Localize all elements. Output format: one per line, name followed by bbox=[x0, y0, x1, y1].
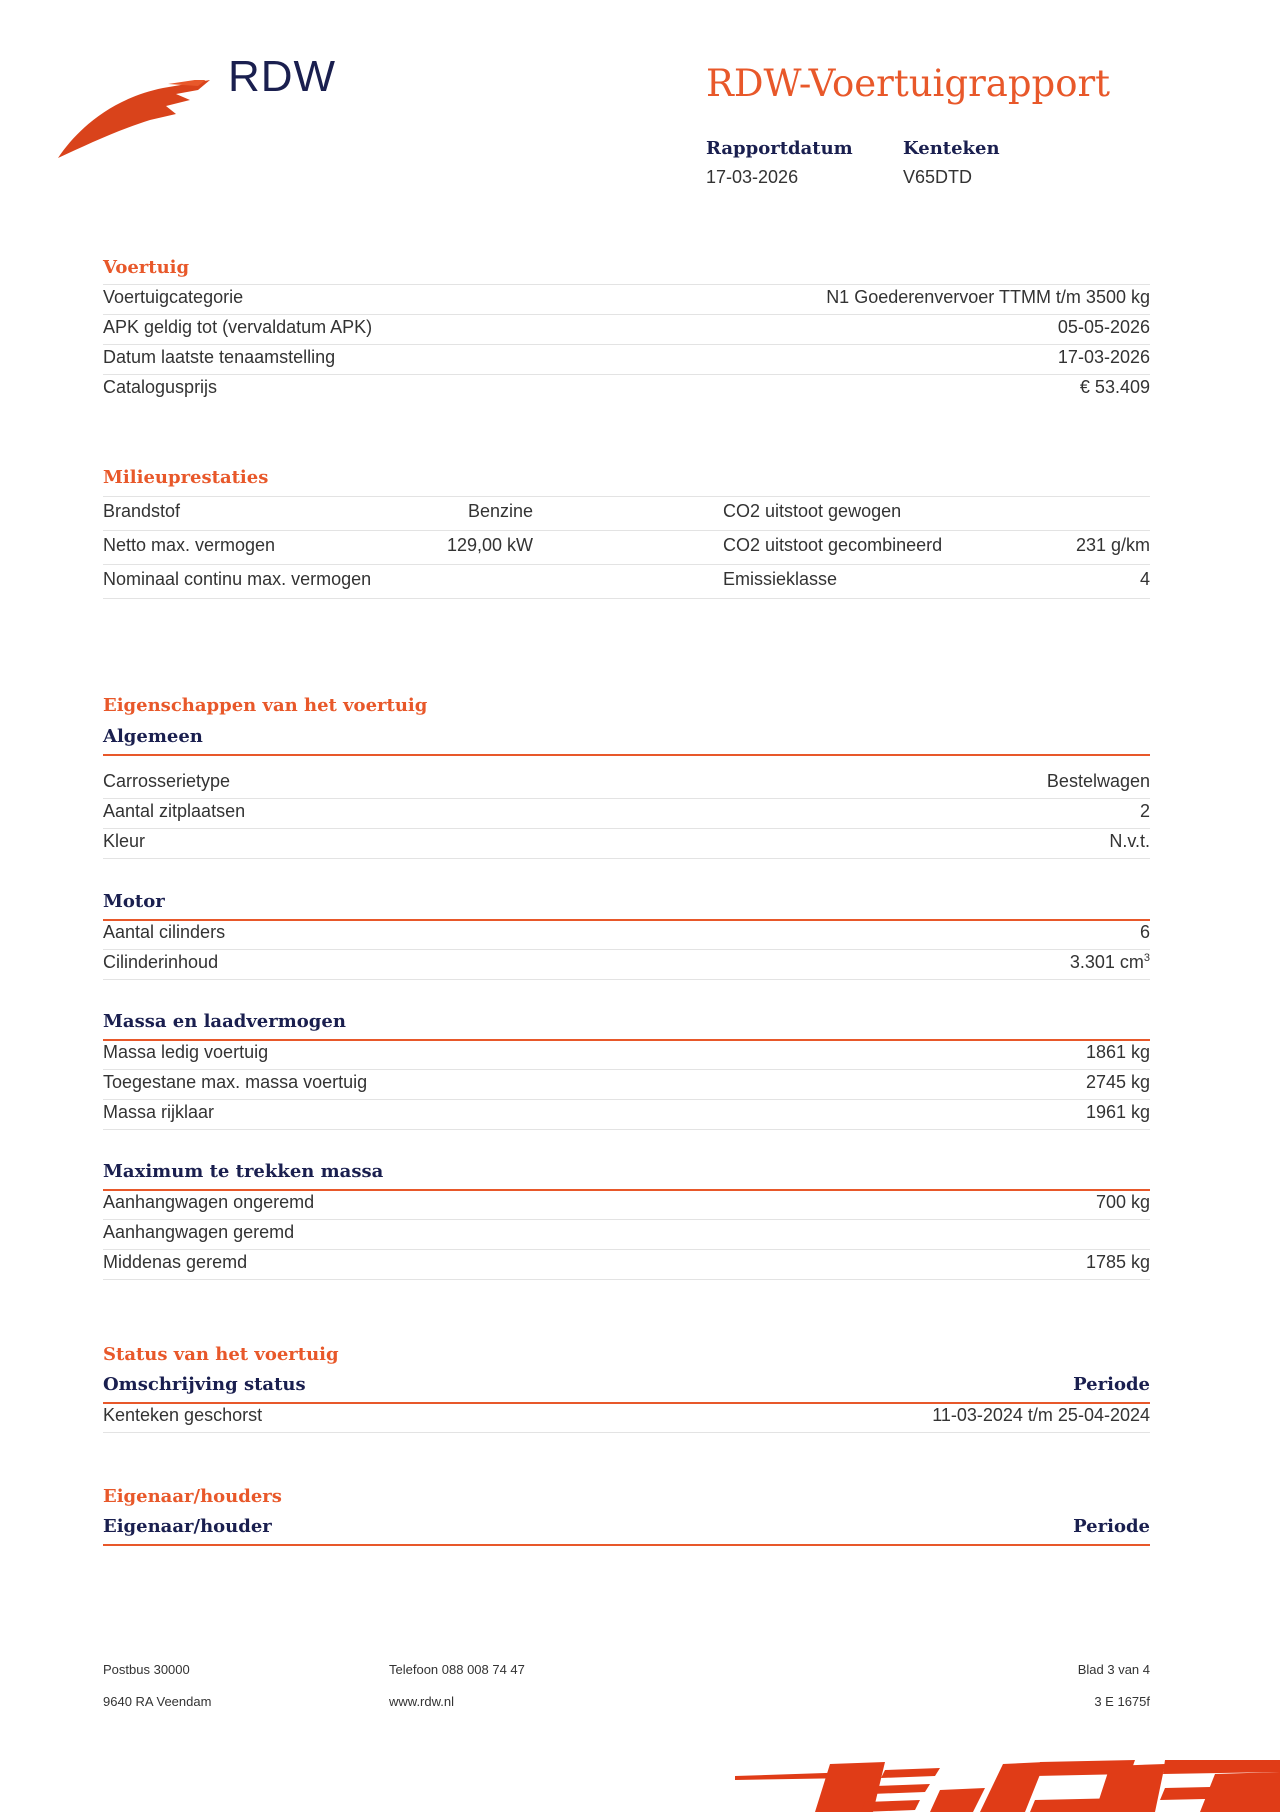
table-row: Massa rijklaar 1961 kg bbox=[103, 1099, 1150, 1130]
footer-postbus: Postbus 30000 bbox=[103, 1662, 190, 1677]
table-row: Toegestane max. massa voertuig 2745 kg bbox=[103, 1069, 1150, 1100]
rdw-logo-text: RDW bbox=[228, 52, 337, 101]
table-row: Cilinderinhoud 3.301 $cm^3$ bbox=[103, 949, 1150, 980]
footer-telefoon: Telefoon 088 008 74 47 bbox=[389, 1662, 525, 1677]
table-row: Voertuigcategorie N1 Goederenvervoer TTMM t/m 3500 kg bbox=[103, 284, 1150, 315]
table-row: Carrosserietype Bestelwagen bbox=[103, 768, 1150, 799]
status-table-header: Omschrijving status Periode bbox=[103, 1372, 1150, 1404]
section-title-voertuig: Voertuig bbox=[103, 257, 190, 278]
footer-code: 3 E 1675f bbox=[1094, 1694, 1150, 1709]
table-row: Aantal cilinders 6 bbox=[103, 919, 1150, 950]
table-row: Aantal zitplaatsen 2 bbox=[103, 798, 1150, 829]
table-row: Aanhangwagen geremd bbox=[103, 1219, 1150, 1250]
footer-blad: Blad 3 van 4 bbox=[1077, 1662, 1150, 1677]
report-title: RDW-Voertuigrapport bbox=[706, 62, 1111, 105]
table-row: Datum laatste tenaamstelling 17-03-2026 bbox=[103, 344, 1150, 375]
section-title-eigenschappen: Eigenschappen van het voertuig bbox=[103, 695, 428, 716]
table-row: Aanhangwagen ongeremd 700 kg bbox=[103, 1189, 1150, 1220]
table-row: Brandstof Benzine CO2 uitstoot gewogen bbox=[103, 496, 1150, 531]
kenteken-value: V65DTD bbox=[903, 167, 973, 187]
table-row: Nominaal continu max. vermogen Emissieklasse 4 bbox=[103, 564, 1150, 599]
footer-plaats: 9640 RA Veendam bbox=[103, 1694, 212, 1709]
section-title-milieu: Milieuprestaties bbox=[103, 467, 269, 488]
eigenaar-table-header: Eigenaar/houder Periode bbox=[103, 1514, 1150, 1546]
rdw-stripes-decoration bbox=[735, 1760, 1280, 1812]
table-row: Kenteken geschorst 11-03-2024 t/m 25-04-2024 bbox=[103, 1402, 1150, 1433]
rdw-logo-icon bbox=[58, 80, 210, 162]
subsection-header-massa: Massa en laadvermogen bbox=[103, 1009, 1150, 1041]
subsection-header-trekken: Maximum te trekken massa bbox=[103, 1159, 1150, 1191]
rapportdatum-label: Rapportdatum bbox=[706, 138, 853, 159]
table-row: Catalogusprijs € 53.409 bbox=[103, 377, 1150, 397]
subsection-header-motor: Motor bbox=[103, 889, 1150, 921]
footer-website[interactable]: www.rdw.nl bbox=[389, 1694, 455, 1709]
rapportdatum-value: 17-03-2026 bbox=[706, 167, 799, 187]
section-title-status: Status van het voertuig bbox=[103, 1344, 339, 1365]
kenteken-label: Kenteken bbox=[903, 138, 1000, 159]
section-title-eigenaar: Eigenaar/houders bbox=[103, 1486, 282, 1507]
subsection-header-algemeen: Algemeen bbox=[103, 724, 1150, 756]
table-row: Middenas geremd 1785 kg bbox=[103, 1249, 1150, 1280]
table-row: Massa ledig voertuig 1861 kg bbox=[103, 1039, 1150, 1070]
table-row: Netto max. vermogen 129,00 kW CO2 uitstoot gecombineerd 231 g/km bbox=[103, 530, 1150, 565]
table-row: Kleur N.v.t. bbox=[103, 828, 1150, 859]
table-row: APK geldig tot (vervaldatum APK) 05-05-2026 bbox=[103, 314, 1150, 345]
